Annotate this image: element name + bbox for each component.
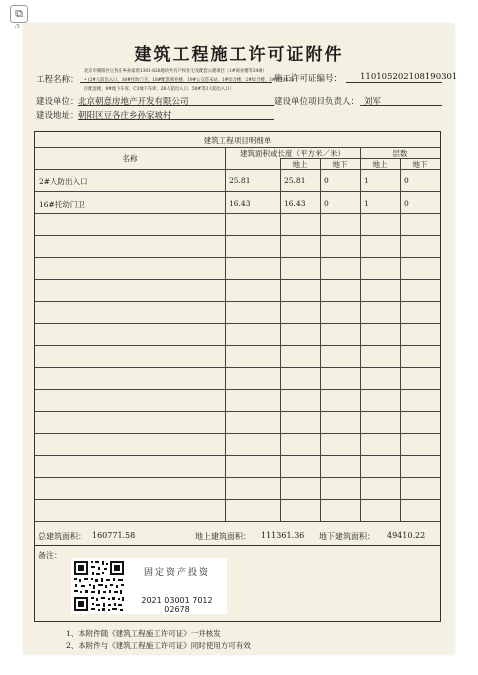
table-line: [35, 257, 440, 258]
footnote-2: 2、本附件与《建筑工程施工许可证》同时使用方可有效: [66, 641, 251, 650]
table-line: [35, 389, 440, 390]
table-line: [35, 411, 440, 412]
row-area-below: 0: [324, 199, 329, 208]
table-caption: 建筑工程项目明细单: [203, 136, 272, 145]
total-area-label: 总建筑面积：: [38, 532, 86, 541]
table-line: [35, 345, 440, 346]
sub-below-header: 地下: [412, 160, 428, 169]
col-floors-header: 层数: [392, 149, 408, 158]
address-underline: [78, 119, 274, 120]
col-area-header: 建筑面积或长度（平方米／米）: [240, 149, 345, 158]
row-floors-above: 1: [364, 199, 369, 208]
row-name: 2#人防出入口: [39, 177, 88, 186]
sub-above-header: 地上: [372, 160, 388, 169]
permit-no-label: 施工许可证编号：: [274, 74, 343, 84]
table-line: [225, 147, 226, 521]
table-line: [35, 279, 440, 280]
stamp-code: 2021 03001 7012 02678: [141, 596, 213, 614]
address-label: 建设地址：: [36, 111, 79, 121]
remarks-label: 备注：: [38, 551, 62, 560]
document-title: 建筑工程施工许可证附件: [134, 45, 344, 65]
table-line: [35, 213, 440, 214]
table-line: [35, 323, 440, 324]
row-area-above: 25.81: [284, 176, 306, 185]
table-line: [35, 367, 440, 368]
page-indicator: /3: [15, 24, 20, 30]
page-thumbnail-icon[interactable]: ⧉: [10, 5, 28, 23]
project-name-line3: 区配套楼、8#地下车库、C3地下车库、28人防出入口、58#等3人防出入口）: [84, 87, 234, 92]
detail-table: [34, 131, 441, 546]
table-line: [35, 235, 440, 236]
qr-code-graphic: [71, 558, 127, 614]
table-line: [35, 455, 440, 456]
row-floors-above: 1: [364, 176, 369, 185]
leader-value: 刘军: [364, 97, 382, 107]
project-name-label: 工程名称：: [36, 75, 79, 85]
above-area-label: 地上建筑面积：: [195, 532, 251, 541]
project-name-line2: • (2#人防出入口、16#托幼门卫、18#配套商业楼、19#公交首末站、1#综合楼、2#综合楼、3#住宅楼等): [84, 78, 295, 83]
table-line: [360, 147, 361, 521]
table-line: [35, 433, 440, 434]
project-name-line1: 北京市朝阳区豆各庄乡孙家湾1301-626地块共有产权住宅及配套公建项目（1#商业楼等34项）: [84, 69, 267, 74]
total-area-value: 160771.58: [92, 531, 136, 540]
row-name: 16#托幼门卫: [39, 200, 85, 209]
table-line: [320, 158, 321, 521]
builder-underline: [78, 105, 274, 106]
table-line: [35, 191, 440, 192]
investment-stamp: [127, 558, 227, 614]
builder-value: 北京朝意房地产开发有限公司: [78, 97, 189, 107]
below-area-label: 地下建筑面积：: [319, 532, 375, 541]
above-area-value: 111361.36: [261, 531, 305, 540]
row-area-below: 0: [324, 176, 329, 185]
table-line: [35, 477, 440, 478]
builder-label: 建设单位：: [36, 97, 79, 107]
permit-no-value: 110105202108190301: [360, 72, 458, 82]
address-value: 朝阳区豆各庄乡孙家坡村: [78, 111, 172, 121]
leader-underline: [360, 105, 442, 106]
sub-below-header: 地下: [332, 160, 348, 169]
row-area-total: 16.43: [229, 199, 251, 208]
qr-code: [71, 558, 127, 614]
table-line: [35, 499, 440, 500]
permit-no-underline: [346, 82, 442, 83]
row-area-above: 16.43: [284, 199, 306, 208]
leader-label: 建设单位项目负责人：: [274, 97, 360, 107]
table-line: [35, 521, 440, 522]
stamp-title: 固定资产投资: [143, 568, 210, 578]
below-area-value: 49410.22: [387, 531, 426, 540]
footnote-1: 1、本附件随《建筑工程施工许可证》一并核发: [66, 629, 221, 638]
row-area-total: 25.81: [229, 176, 251, 185]
table-line: [35, 169, 440, 170]
document-page: [24, 24, 458, 654]
sub-above-header: 地上: [292, 160, 308, 169]
project-name-underline: [80, 82, 272, 83]
col-name-header: 名称: [122, 154, 138, 163]
row-floors-below: 0: [404, 176, 409, 185]
table-line: [280, 158, 281, 521]
row-floors-below: 0: [404, 199, 409, 208]
table-line: [400, 158, 401, 521]
table-line: [35, 301, 440, 302]
